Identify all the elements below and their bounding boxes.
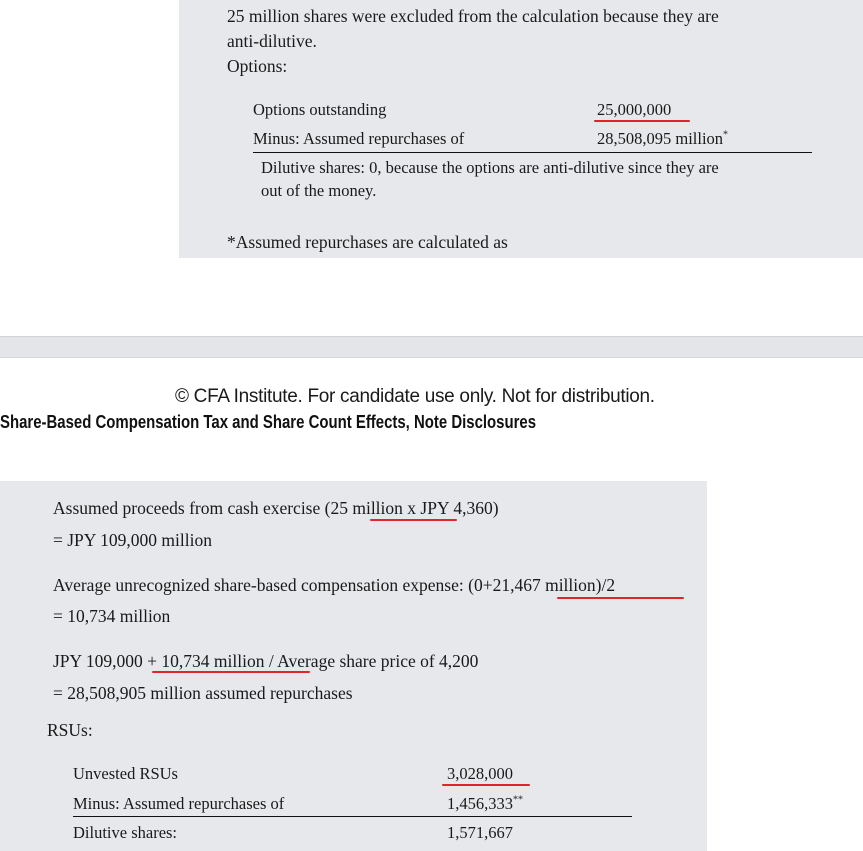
unvested-rsus-value: 3,028,000 [447,764,513,783]
rsus-heading: RSUs: [47,720,93,740]
copyright-notice: © CFA Institute. For candidate use only. Not for distribution. [175,386,655,407]
expense-highlight: 21,467 million [492,575,596,595]
proceeds-prefix: Assumed proceeds from cash exercise ( [53,498,331,518]
dilutive-result-line-1: Dilutive shares: 0, because the options are anti-dilutive since they are [261,158,719,177]
annotation-underline [152,671,310,673]
expense-prefix: Average unrecognized share-based compensation expense: (0+ [53,575,493,595]
proceeds-suffix: x JPY 4,360) [402,498,499,518]
options-outstanding-label: Options outstanding [253,100,387,119]
rsu-dilutive-value: 1,571,667 [447,823,513,842]
page-separator [0,336,863,358]
intro-line-1: 25 million shares were excluded from the calculation because they are [227,6,719,26]
annotation-underline [370,519,457,521]
rsu-dilutive-label: Dilutive shares: [73,823,178,842]
rsu-repurchases-value [447,794,523,814]
intro-line-2: anti-dilutive. [227,31,317,51]
proceeds-formula [53,496,499,521]
footnote-marker: * [723,129,729,141]
expense-suffix: )/2 [595,575,616,595]
rsu-repurchases-label: Minus: Assumed repurchases of [73,794,285,813]
rsu-repurchases-amount: 1,456,333 [447,794,513,813]
dilutive-result-line-2: out of the money. [261,181,377,200]
annotation-underline [442,784,530,786]
table-total-rule [253,152,812,153]
calc-prefix: JPY 109,000 + [53,651,162,671]
annotation-underline [594,120,690,122]
options-outstanding-value: 25,000,000 [597,100,672,119]
rsu-table-total-rule [73,816,632,817]
repurchase-result: = 28,508,905 million assumed repurchases [53,683,353,703]
options-heading: Options: [227,56,288,76]
footnote-marker: ** [513,794,523,806]
section-title: Share-Based Compensation Tax and Share Count Effects, Note Disclosures [0,412,537,432]
proceeds-highlight: 25 million [330,498,403,518]
annotation-underline [557,597,684,599]
expense-formula [53,573,615,598]
footnote-text: *Assumed repurchases are calculated as [227,232,508,252]
calc-highlight: 10,734 million [161,651,265,671]
unvested-rsus-label: Unvested RSUs [73,764,178,783]
calc-suffix: / Average share price of 4,200 [264,651,479,671]
assumed-repurchases-value [597,129,728,149]
assumed-repurchases-label: Minus: Assumed repurchases of [253,129,465,148]
expense-result: = 10,734 million [53,606,171,626]
assumed-repurchases-amount: 28,508,095 million [597,129,724,148]
proceeds-result: = JPY 109,000 million [53,530,212,550]
